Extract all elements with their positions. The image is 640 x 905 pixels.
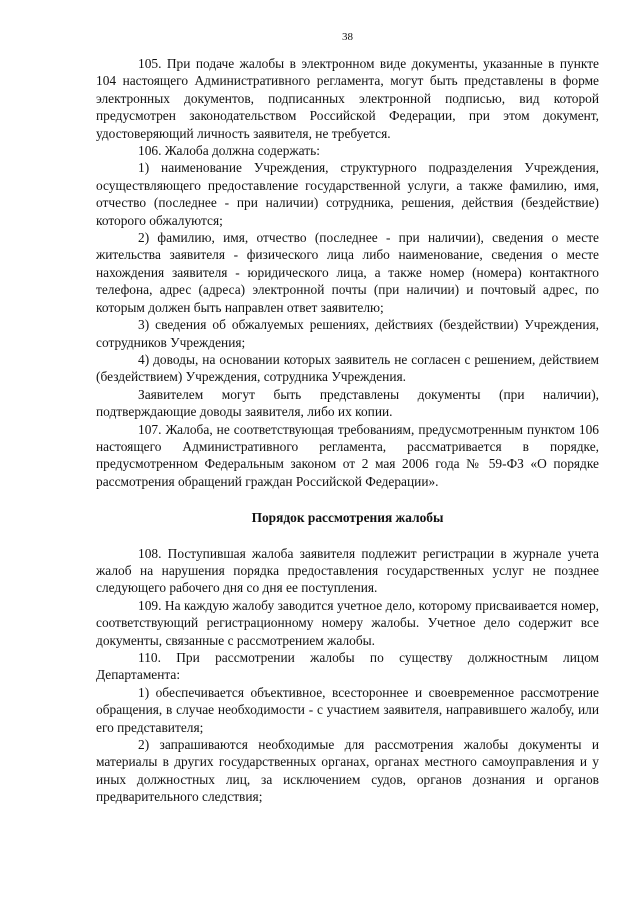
paragraph-110-item-2: 2) запрашиваются необходимые для рассмотрения жалобы документы и материалы в других государственных органах, органах местного самоуправления и у иных должностных лиц, за исключением судов, органов дознания и органов предварительного следствия; bbox=[96, 737, 599, 805]
paragraph-106-item-2: 2) фамилию, имя, отчество (последнее - при наличии), сведения о месте жительства заявителя - физического лица либо наименование, сведения о месте нахождения заявителя - юридического лица, а также номер (номера) контактного телефона, адрес (адреса) электронной почты (при наличии) и почтовый адрес, по которым должен быть направлен ответ заявителю; bbox=[96, 230, 599, 315]
paragraph-106: 106. Жалоба должна содержать: bbox=[138, 143, 320, 159]
paragraph-105: 105. При подаче жалобы в электронном виде документы, указанные в пункте 104 настоящего Административного регламента, могут быть представлены в форме электронных документов, подписанных электронной подписью, вид которой предусмотрен законодательством Российской Федерации, при этом документ, удостоверяющий личность заявителя, не требуется. bbox=[96, 56, 599, 141]
paragraph-110: 110. При рассмотрении жалобы по существу должностным лицом Департамента: bbox=[96, 650, 599, 683]
paragraph-108: 108. Поступившая жалоба заявителя подлежит регистрации в журнале учета жалоб на нарушения порядка предоставления государственных услуг не позднее следующего рабочего дня со дня ее поступления. bbox=[96, 545, 599, 596]
paragraph-106-note: Заявителем могут быть представлены документы (при наличии), подтверждающие доводы заявителя, либо их копии. bbox=[96, 386, 599, 420]
paragraph-106-item-3: 3) сведения об обжалуемых решениях, действиях (бездействии) Учреждения, сотрудников Учреждения; bbox=[96, 317, 599, 350]
document-page bbox=[96, 30, 599, 890]
paragraph-107: 107. Жалоба, не соответствующая требованиям, предусмотренным пунктом 106 настоящего Административного регламента, рассматривается в порядке, предусмотренном Федеральным законом от 2 мая 2006 года № 59-ФЗ «О порядке рассмотрения обращений граждан Российской Федерации». bbox=[96, 421, 599, 489]
paragraph-106-item-4: 4) доводы, на основании которых заявитель не согласен с решением, действием (бездействием) Учреждения, сотрудника Учреждения. bbox=[96, 351, 599, 385]
paragraph-110-item-1: 1) обеспечивается объективное, всестороннее и своевременное рассмотрение обращения, в случае необходимости - с участием заявителя, направившего жалобу, или его представителя; bbox=[96, 684, 599, 735]
section-heading: Порядок рассмотрения жалобы bbox=[251, 510, 444, 526]
paragraph-106-item-1: 1) наименование Учреждения, структурного подразделения Учреждения, осуществляющего предоставление государственной услуги, а также фамилию, имя, отчество (последнее - при наличии) сотрудника, решения, действия (бездействие) которого обжалуются; bbox=[96, 160, 599, 228]
page-number: 38 bbox=[342, 31, 353, 43]
paragraph-109: 109. На каждую жалобу заводится учетное дело, которому присваивается номер, соответствующий регистрационному номеру жалобы. Учетное дело содержит все документы, связанные с рассмотрением жалобы. bbox=[96, 597, 599, 648]
